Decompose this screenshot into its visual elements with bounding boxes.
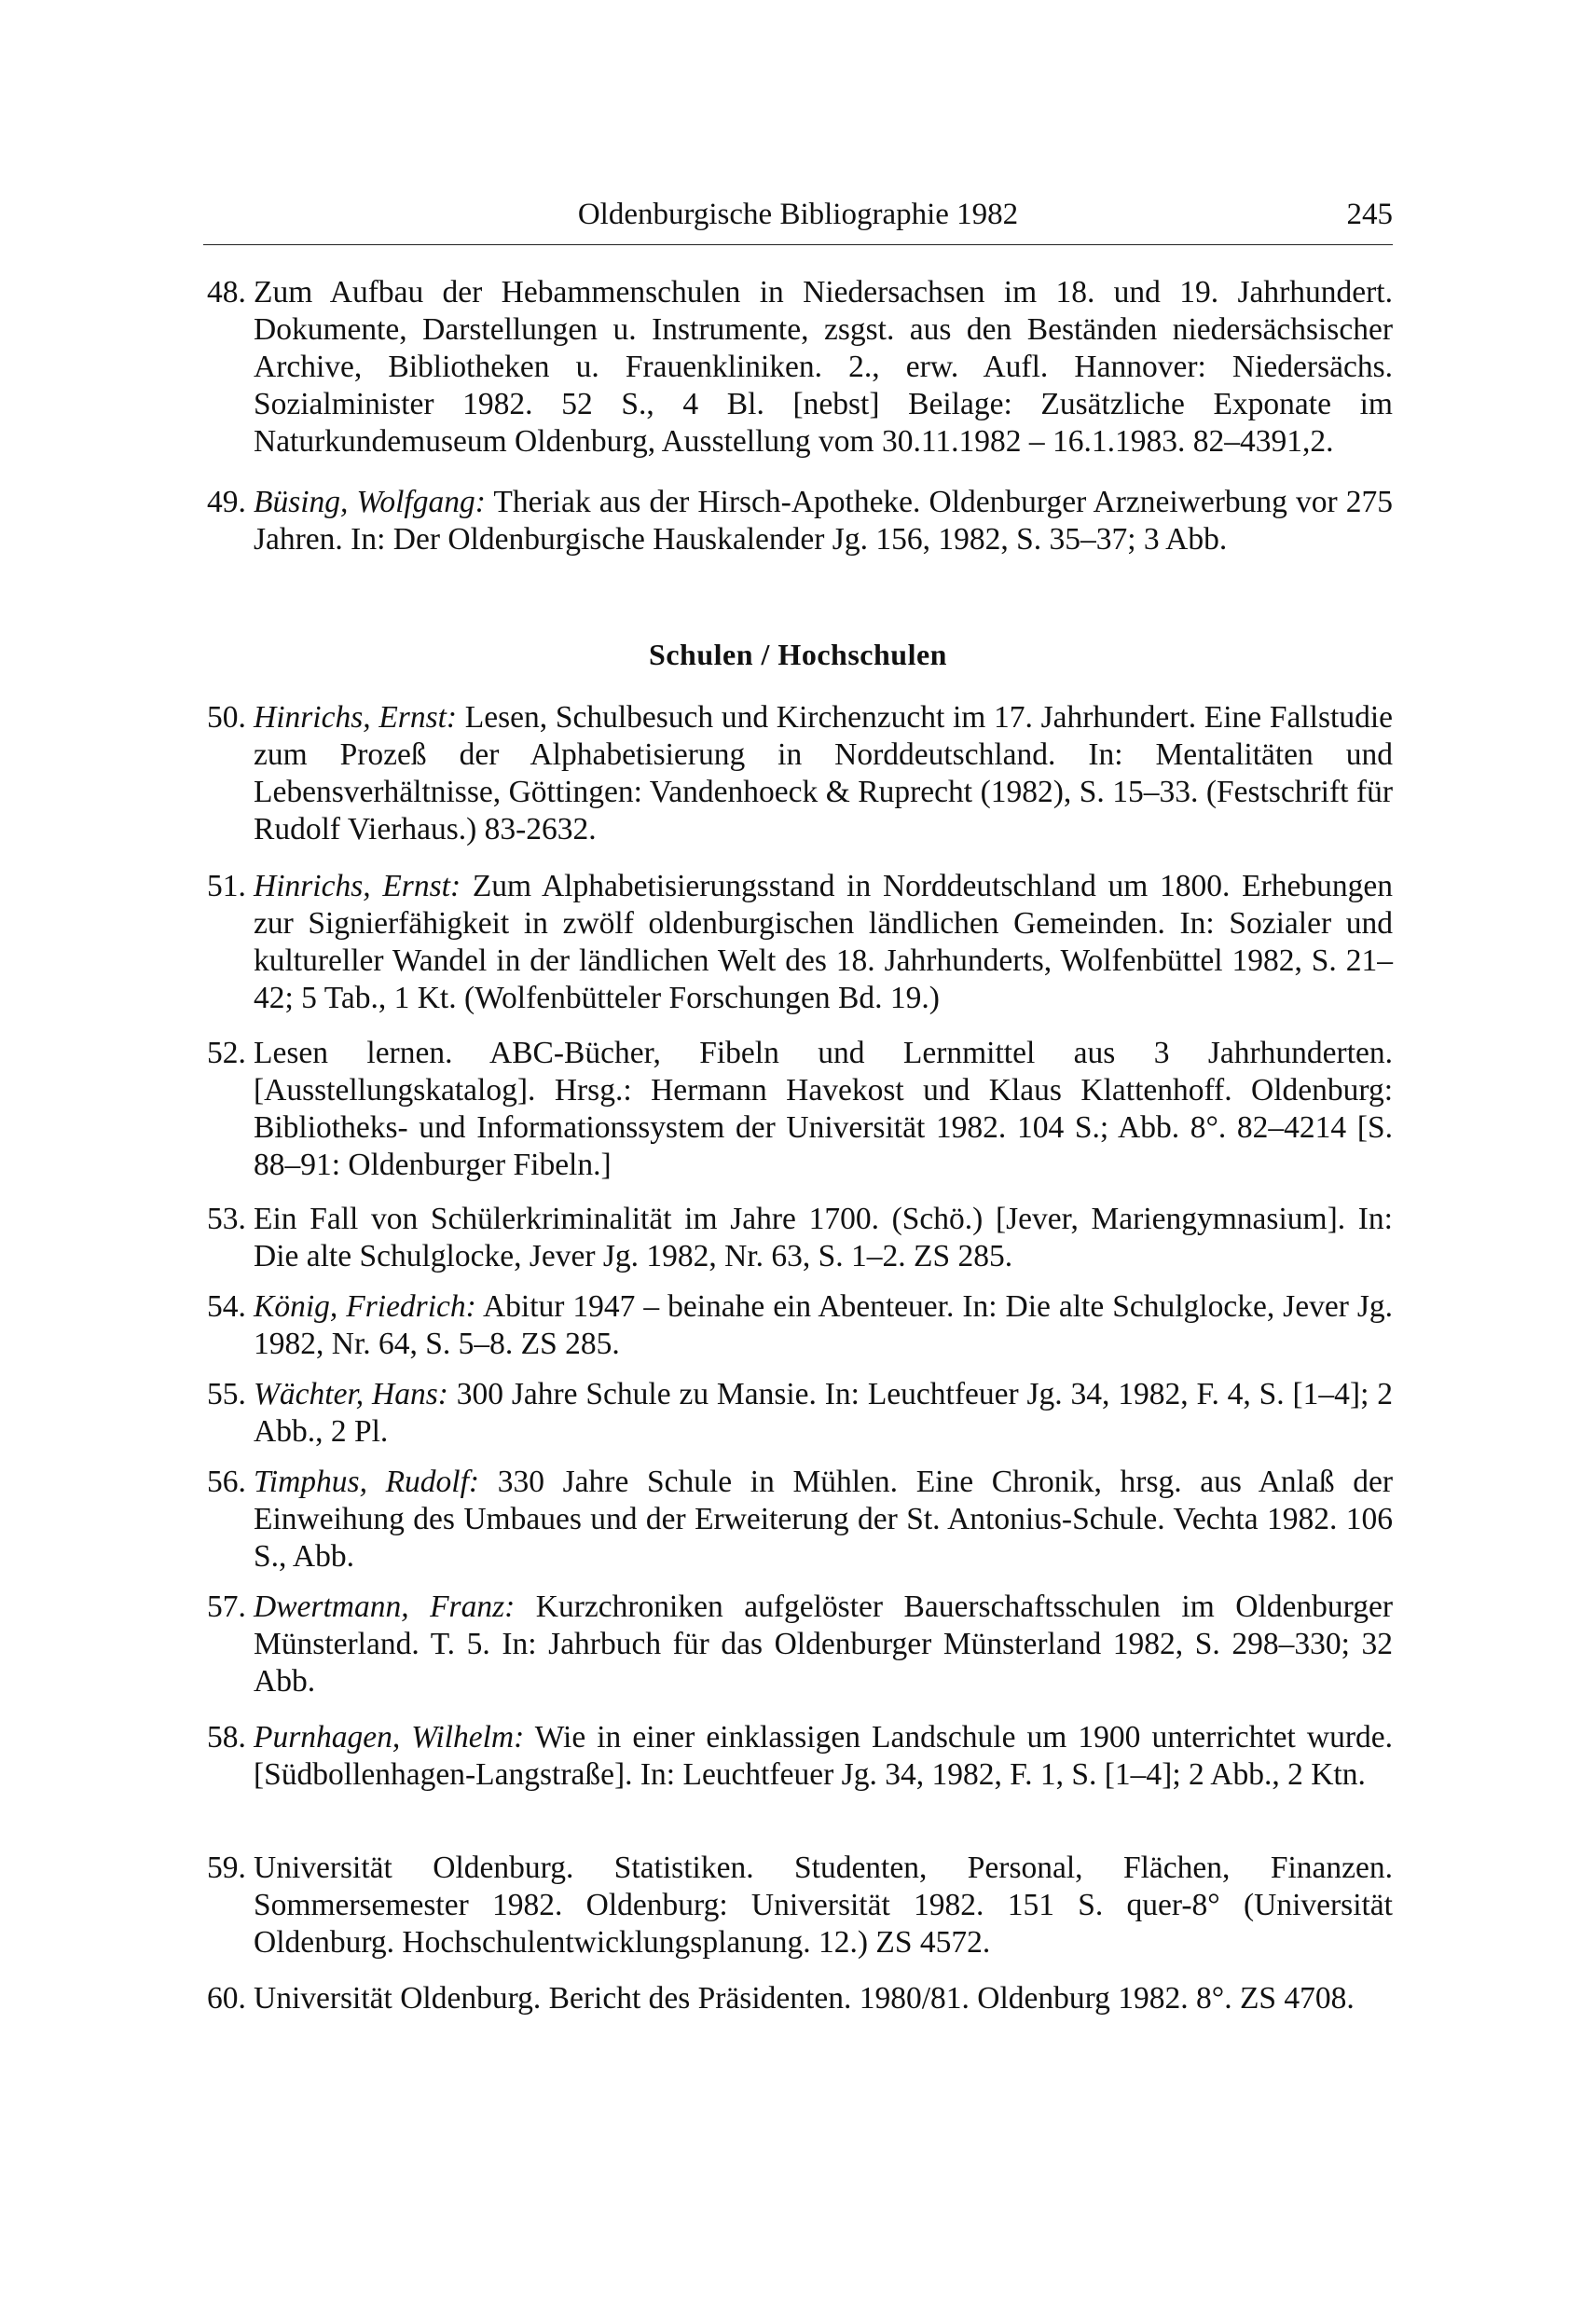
entry-text: Lesen, Schulbesuch und Kirchenzucht im 17. Jahrhundert. Eine Fallstudie zum Prozeß der Alphabetisierung in Norddeutschland. In: Mentalitäten und Lebensverhältnisse, Göttingen: Vandenhoeck & Ruprecht (1982), S. 15–33. (Festschrift für Rudolf Vierhaus.) 83-2632. [254,700,1394,846]
bibliography-entry [207,1201,1393,1275]
bibliography-entry [207,1589,1393,1700]
entry-author: Wächter, Hans: [254,1377,448,1411]
entry-number: 49. [207,485,246,519]
bibliography-entry [207,1376,1393,1451]
entry-text: Abitur 1947 – beinahe ein Abenteuer. In: Die alte Schulglocke, Jever Jg. 1982, Nr. 64, S. 5–8. ZS 285. [254,1289,1394,1361]
entry-author: Hinrichs, Ernst: [254,700,458,735]
entry-author: König, Friedrich: [254,1289,476,1324]
bibliography-entry [207,1719,1393,1794]
bibliography-entry [207,1980,1393,2017]
entry-text: Zum Alphabetisierungsstand in Norddeutschland um 1800. Erhebungen zur Signierfähigkeit in zwölf oldenburgischen ländlichen Gemeinden. In: Sozialer und kultureller Wandel in der ländlichen Welt des 18. Jahrhunderts, Wolfenbüttel 1982, S. 21–42; 5 Tab., 1 Kt. (Wolfenbütteler Forschungen Bd. 19.) [254,869,1394,1015]
entry-text: Lesen lernen. ABC-Bücher, Fibeln und Lernmittel aus 3 Jahrhunderten. [Ausstellungskatalog]. Hrsg.: Hermann Havekost und Klaus Klattenhoff. Oldenburg: Bibliotheks- und Informationssystem der Universität 1982. 104 S.; Abb. 8°. 82–4214 [S. 88–91: Oldenburger Fibeln.] [254,1036,1393,1182]
header-rule [203,244,1393,245]
entry-author: Dwertmann, Franz: [254,1590,516,1624]
entry-text: 300 Jahre Schule zu Mansie. In: Leuchtfeuer Jg. 34, 1982, F. 4, S. [1–4]; 2 Abb., 2 Pl. [254,1377,1393,1449]
entry-text: Universität Oldenburg. Bericht des Präsidenten. 1980/81. Oldenburg 1982. 8°. ZS 4708. [254,1981,1355,2016]
entry-author: Purnhagen, Wilhelm: [254,1720,525,1755]
entry-number: 59. [207,1851,246,1885]
entry-text: Zum Aufbau der Hebammenschulen in Niedersachsen im 18. und 19. Jahrhundert. Dokumente, Darstellungen u. Instrumente, zsgst. aus den Beständen niedersächsischer Archive, Bibliotheken u. Frauenkliniken. 2., erw. Aufl. Hannover: Niedersächs. Sozialminister 1982. 52 S., 4 Bl. [nebst] Beilage: Zusätzliche Exponate im Naturkundemuseum Oldenburg, Ausstellung vom 30.11.1982 – 16.1.1983. 82–4391,2. [254,275,1393,459]
entry-number: 55. [207,1377,246,1411]
entry-author: Büsing, Wolfgang: [254,485,486,519]
entry-number: 53. [207,1202,246,1236]
entry-number: 57. [207,1590,246,1624]
entry-number: 51. [207,869,246,903]
entry-text: Theriak aus der Hirsch-Apotheke. Oldenburger Arzneiwerbung vor 275 Jahren. In: Der Oldenburgische Hauskalender Jg. 156, 1982, S. 35–37; 3 Abb. [254,485,1393,557]
entry-number: 56. [207,1465,246,1499]
running-title: Oldenburgische Bibliographie 1982 [577,198,1019,231]
entry-text: Ein Fall von Schülerkriminalität im Jahre 1700. (Schö.) [Jever, Mariengymnasium]. In: Die alte Schulglocke, Jever Jg. 1982, Nr. 63, S. 1–2. ZS 285. [254,1202,1393,1273]
entry-number: 50. [207,700,246,735]
bibliography-entry [207,1035,1393,1184]
entry-text: 330 Jahre Schule in Mühlen. Eine Chronik, hrsg. aus Anlaß der Einweihung des Umbaues und der Erweiterung der St. Antonius-Schule. Vechta 1982. 106 S., Abb. [254,1465,1394,1574]
page-number: 245 [1346,198,1393,231]
bibliography-entry [207,274,1393,461]
entry-text: Kurzchroniken aufgelöster Bauerschaftsschulen im Oldenburger Münsterland. T. 5. In: Jahrbuch für das Oldenburger Münsterland 1982, S. 298–330; 32 Abb. [254,1590,1393,1699]
running-head [203,186,1393,242]
entry-number: 52. [207,1036,246,1070]
entry-author: Timphus, Rudolf: [254,1465,480,1499]
entry-number: 58. [207,1720,246,1755]
bibliography-entry [207,868,1393,1017]
bibliography-entry [207,484,1393,558]
entry-author: Hinrichs, Ernst: [254,869,461,903]
entry-number: 54. [207,1289,246,1324]
bibliography-entry [207,1464,1393,1576]
entry-number: 60. [207,1981,246,2016]
section-heading: Schulen / Hochschulen [649,638,947,671]
entry-number: 48. [207,275,246,310]
entry-text: Universität Oldenburg. Statistiken. Studenten, Personal, Flächen, Finanzen. Sommersemester 1982. Oldenburg: Universität 1982. 151 S. quer-8° (Universität Oldenburg. Hochschulentwicklungsplanung. 12.) ZS 4572. [254,1851,1393,1960]
bibliography-entry [207,699,1393,848]
entry-text: Wie in einer einklassigen Landschule um 1900 unterrichtet wurde. [Südbollenhagen-Langstraße]. In: Leuchtfeuer Jg. 34, 1982, F. 1, S. [1–4]; 2 Abb., 2 Ktn. [254,1720,1393,1792]
bibliography-entry [207,1850,1393,1961]
bibliography-entry [207,1288,1393,1363]
